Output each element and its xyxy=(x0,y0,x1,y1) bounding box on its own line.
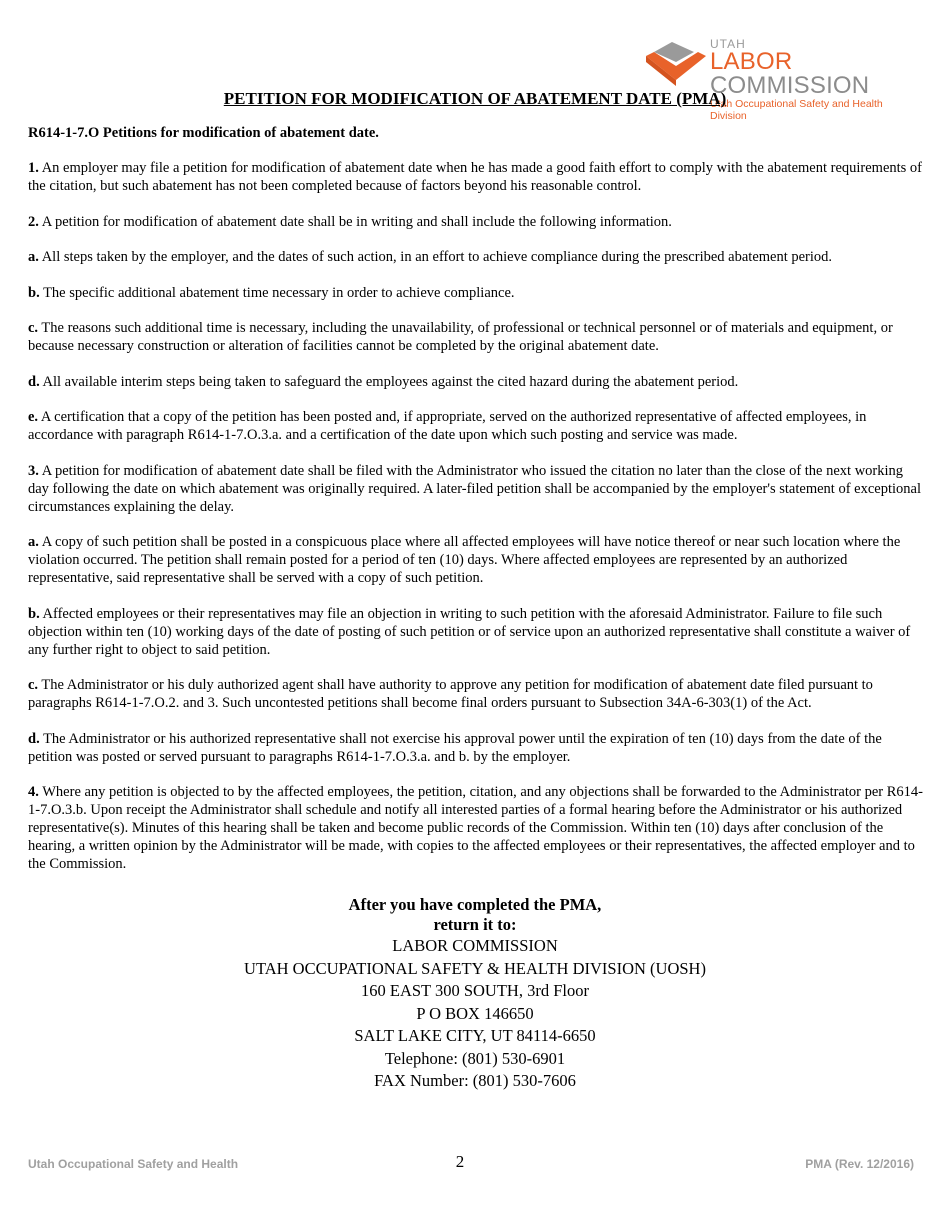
paragraph-label: a. xyxy=(28,534,39,550)
return-po-box: P O BOX 146650 xyxy=(416,1003,534,1023)
page-title: PETITION FOR MODIFICATION OF ABATEMENT DATE (PMA) xyxy=(223,89,727,108)
paragraph-text: Where any petition is objected to by the affected employees, the petition, citation, and any objections shall be forwarded to the Administrator per R614-1-7.O.3.b. Upon receipt the Administrator shall schedule and notify all interested parties of a formal hearing before the Administrator or his authorized representative(s). Minutes of this hearing shall be taken and become public records of the Commission. Within ten (10) days after conclusion of the hearing, a written opinion by the Administrator will be made, with copies to the affected employees or their representatives, the affected employer and to the Commission. xyxy=(28,784,923,872)
footer-organization: Utah Occupational Safety and Health xyxy=(28,1157,239,1171)
paragraph-label: 1. xyxy=(28,160,39,176)
return-division: UTAH OCCUPATIONAL SAFETY & HEALTH DIVISION (UOSH) xyxy=(244,958,706,978)
paragraph-text: An employer may file a petition for modification of abatement date when he has made a good faith effort to comply with the abatement requirements of the citation, but such abatement has not been completed because of factors beyond his reasonable control. xyxy=(28,160,923,194)
paragraph-text: The specific additional abatement time necessary in order to achieve compliance. xyxy=(39,284,515,301)
paragraph-2b xyxy=(28,284,926,302)
paragraph-text: A certification that a copy of the petition has been posted and, if appropriate, served on the authorized representative of affected employees, in accordance with paragraph R614-1-7.O.3.a. and a certification of the date upon which such posting and service was made. xyxy=(28,409,867,443)
paragraph-text: All steps taken by the employer, and the dates of such action, in an effort to achieve compliance during the prescribed abatement period. xyxy=(38,249,833,265)
paragraph-label: c. xyxy=(28,677,39,693)
paragraph-3c xyxy=(28,676,926,712)
paragraph-label: e. xyxy=(28,409,39,425)
paragraph-label: 3. xyxy=(28,462,39,479)
logo-labor: LABOR xyxy=(710,48,793,75)
document-body xyxy=(28,124,926,891)
logo-division: Utah Occupational Safety and Health Division xyxy=(710,98,883,122)
paragraph-label: 4. xyxy=(28,784,39,800)
paragraph-2e xyxy=(28,408,926,444)
return-street: 160 EAST 300 SOUTH, 3rd Floor xyxy=(361,981,589,1000)
paragraph-text: A petition for modification of abatement date shall be in writing and shall include the following information. xyxy=(38,213,672,230)
paragraph-label: 2. xyxy=(28,213,39,230)
logo-commission: COMMISSION xyxy=(710,72,870,99)
paragraph-label: b. xyxy=(28,605,40,622)
paragraph-text: The Administrator or his duly authorized agent shall have authority to approve any petition for modification of abatement date filed pursuant to paragraphs R614-1-7.O.2. and 3. Such uncontested petitions shall become final orders pursuant to Subsection 34A-6-303(1) of the Act. xyxy=(28,677,873,711)
paragraph-label: d. xyxy=(28,373,40,390)
paragraph-label: b. xyxy=(28,284,40,301)
paragraph-2c xyxy=(28,319,926,355)
paragraph-text: The reasons such additional time is necessary, including the unavailability, of professional or technical personnel or of materials and equipment, or because necessary construction or alteration of facilities cannot be completed by the original abatement date. xyxy=(28,320,893,354)
paragraph-text: All available interim steps being taken to safeguard the employees against the cited hazard during the abatement period. xyxy=(39,373,739,390)
paragraph-2 xyxy=(28,213,926,231)
paragraph-label: a. xyxy=(28,249,39,265)
paragraph-4 xyxy=(28,783,926,873)
logo-text xyxy=(710,38,914,122)
paragraph-3d xyxy=(28,730,926,766)
paragraph-2d xyxy=(28,373,926,391)
paragraph-3 xyxy=(28,462,926,516)
paragraph-text: A copy of such petition shall be posted in a conspicuous place where all affected employees will have notice thereof or near such location where the violation occurred. The petition shall remain posted for a period of ten (10) days. Where affected employees are represented by an authorized representative, said representative shall be served with a copy of such petition. xyxy=(28,534,901,586)
paragraph-1 xyxy=(28,159,926,195)
paragraph-3b xyxy=(28,605,926,659)
paragraph-label: c. xyxy=(28,320,39,336)
labor-commission-logo xyxy=(644,37,914,122)
labor-commission-logo-mark-icon xyxy=(644,40,706,86)
return-fax: FAX Number: (801) 530-7606 xyxy=(374,1071,576,1090)
rule-heading: R614-1-7.O Petitions for modification of abatement date. xyxy=(28,125,379,141)
paragraph-2a xyxy=(28,248,926,266)
logo-state: UTAH xyxy=(710,37,746,51)
return-city: SALT LAKE CITY, UT 84114-6650 xyxy=(354,1026,596,1045)
paragraph-label: d. xyxy=(28,730,40,747)
return-heading-line1: After you have completed the PMA, xyxy=(348,895,602,914)
return-heading-line2: return it to: xyxy=(433,915,517,934)
paragraph-text: Affected employees or their representatives may file an objection in writing to such petition with the aforesaid Administrator. Failure to file such objection within ten (10) working days of the date of posting of such petition or of service upon an authorized representative shall constitute a waiver of any further right to object to said petition. xyxy=(28,605,911,658)
paragraph-3a xyxy=(28,533,926,587)
return-address-block xyxy=(0,895,950,1093)
return-org: LABOR COMMISSION xyxy=(392,936,558,955)
paragraph-text: The Administrator or his authorized representative shall not exercise his approval power until the expiration of ten (10) days from the date of the petition was posted or served pursuant to paragraphs R614-1-7.O.3.a. and b. by the employer. xyxy=(28,730,882,765)
paragraph-text: A petition for modification of abatement date shall be filed with the Administrator who issued the citation no later than the close of the next working day following the date on which abatement was originally required. A later-filed petition shall be accompanied by the employer's statement of exceptional circumstances explaining the delay. xyxy=(28,462,921,515)
return-telephone: Telephone: (801) 530-6901 xyxy=(384,1048,566,1068)
footer-form-revision: PMA (Rev. 12/2016) xyxy=(805,1157,914,1171)
page-number: 2 xyxy=(455,1152,465,1171)
